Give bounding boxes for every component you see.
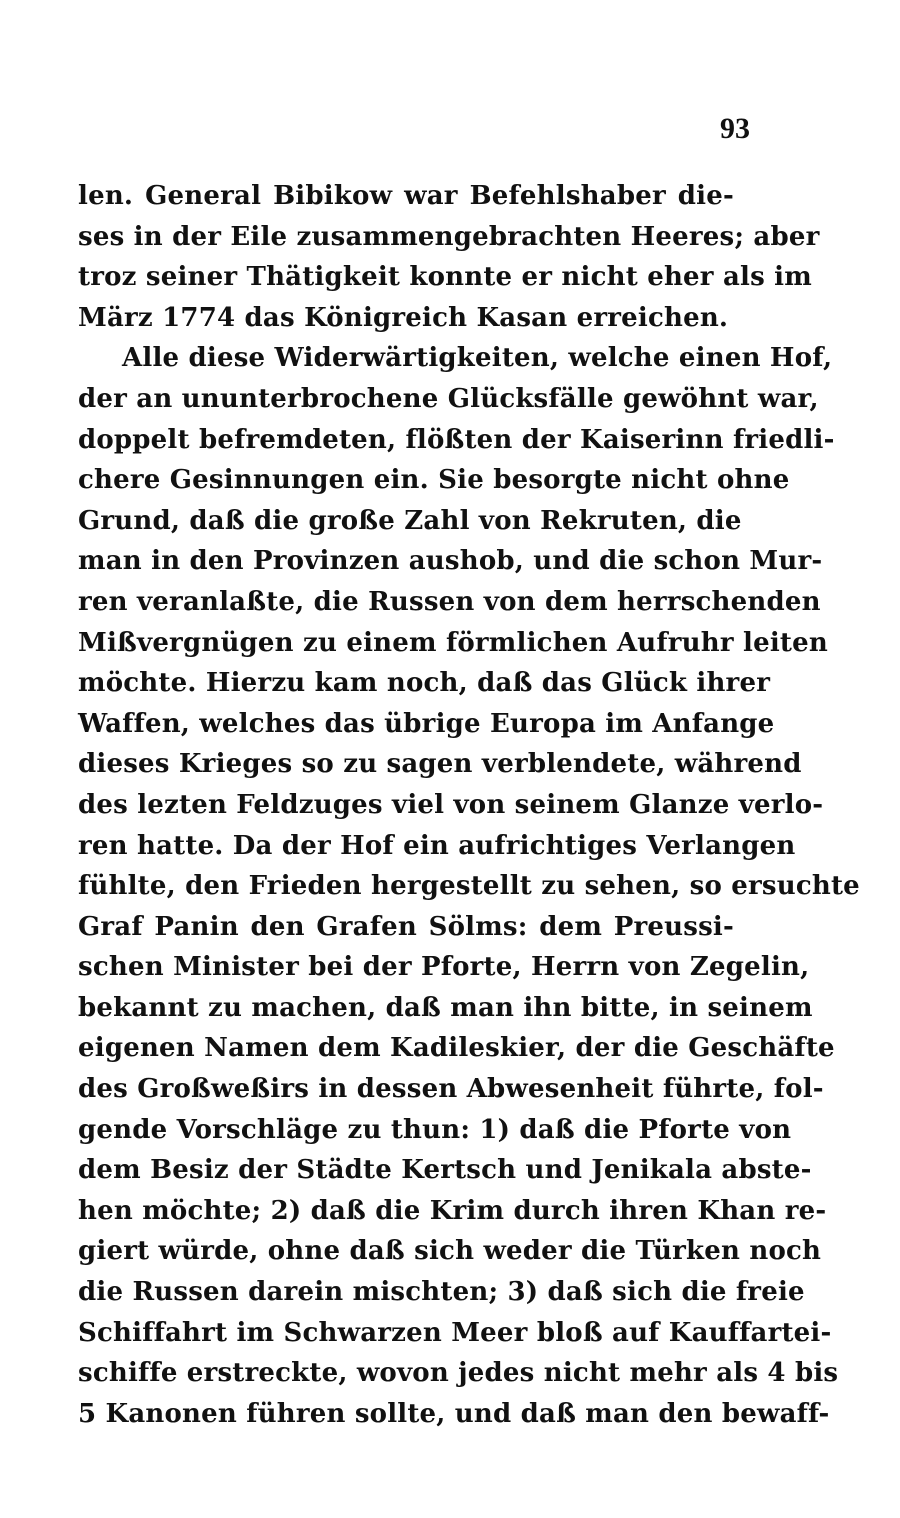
text-line: fühlte, den Frieden hergestellt zu sehen, so ersuchte <box>78 871 860 902</box>
text-line: möchte. Hierzu kam noch, daß das Glück ihrer <box>78 668 771 699</box>
text-line: Grund, daß die große Zahl von Rekruten, die <box>78 505 742 536</box>
text-line: dem Besiz der Städte Kertsch und Jenikala abste- <box>78 1155 812 1186</box>
text-line: des Großweßirs in dessen Abwesenheit führte, fol- <box>78 1074 824 1105</box>
paragraph-first-line: Alle diese Widerwärtigkeiten, welche einen Hof, <box>122 343 833 374</box>
page-number: 93 <box>720 112 750 145</box>
text-line: 5 Kanonen führen sollte, und daß man den bewaff- <box>78 1398 830 1429</box>
text-line: chere Gesinnungen ein. Sie besorgte nicht ohne <box>78 465 790 496</box>
text-line: Waffen, welches das übrige Europa im Anfange <box>78 708 775 739</box>
text-line: März 1774 das Königreich Kasan erreichen. <box>78 302 729 333</box>
text-line: schen Minister bei der Pforte, Herrn von Zegelin, <box>78 952 810 983</box>
body-text <box>78 176 860 1434</box>
text-line: des lezten Feldzuges viel von seinem Glanze verlo- <box>78 789 824 820</box>
text-line: die Russen darein mischten; 3) daß sich die freie <box>78 1277 805 1308</box>
text-line: Schiffahrt im Schwarzen Meer bloß auf Kauffartei- <box>78 1317 832 1348</box>
text-line: doppelt befremdeten, flößten der Kaiserinn friedli- <box>78 424 835 455</box>
text-line: dieses Krieges so zu sagen verblendete, während <box>78 749 802 780</box>
text-line: gende Vorschläge zu thun: 1) daß die Pforte von <box>78 1114 792 1145</box>
text-line: eigenen Namen dem Kadileskier, der die Geschäfte <box>78 1033 835 1064</box>
text-line: Graf Panin den Grafen Sölms: dem Preussi- <box>78 911 734 942</box>
text-line: ses in der Eile zusammengebrachten Heeres; aber <box>78 221 820 252</box>
text-line: man in den Provinzen aushob, und die schon Mur- <box>78 546 823 577</box>
text-line: hen möchte; 2) daß die Krim durch ihren Khan re- <box>78 1195 827 1226</box>
text-line: len. General Bibikow war Befehlshaber die- <box>78 181 734 211</box>
text-line: bekannt zu machen, daß man ihn bitte, in seinem <box>78 992 813 1023</box>
text-line: schiffe erstreckte, wovon jedes nicht mehr als 4 bis <box>78 1358 839 1389</box>
text-line: ren hatte. Da der Hof ein aufrichtiges Verlangen <box>78 830 796 861</box>
text-line: der an ununterbrochene Glücksfälle gewöhnt war, <box>78 383 819 414</box>
text-line: giert würde, ohne daß sich weder die Türken noch <box>78 1236 822 1267</box>
text-line: troz seiner Thätigkeit konnte er nicht eher als im <box>78 262 812 293</box>
text-line: Mißvergnügen zu einem förmlichen Aufruhr leiten <box>78 627 828 658</box>
text-line: ren veranlaßte, die Russen von dem herrschenden <box>78 586 821 617</box>
